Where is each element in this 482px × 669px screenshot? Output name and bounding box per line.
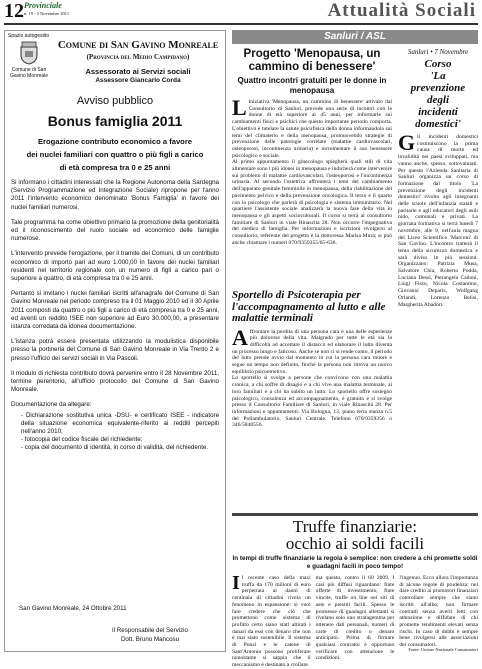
article-truffe — [232, 517, 479, 669]
title-line: incidenti — [418, 106, 458, 118]
article-paragraph: Lo sportello si svolge a persone che convivono con una malattia cronica, a chi soffre di disagio e a chi vive una malattia terminale, ai loro familiari e a chi ha subito un lutto. Lo sportello offre sostegno psicologico, consulenza ed accompagnamento, è gratuito e si svolge presso il Consultorio Familiare di Sanluri, in viale Rinascita 28. Per informazioni e appuntamenti: Via Bologna, 13, piano terra stanza n.5 del Poliambulatorio, Sanluri Centrale. Telefono 070/9359356 o 346/5840556. — [232, 375, 392, 429]
assessore: Assessore Giancarlo Corda — [95, 77, 181, 84]
newspaper-logo — [24, 2, 69, 18]
notice-paragraph: Tale programma ha come obiettivo primario la promozione della genitorialità ed il riconoscimento del ruolo sociale ed economico delle famiglie numerose. — [11, 218, 219, 243]
subtitle-line: dei nuclei familiari con quattro o più figli a carico — [26, 150, 204, 159]
drop-cap: G — [398, 130, 416, 155]
notice-paragraph: Si informano i cittadini interessati che la Regione Autonoma della Sardegna (Servizio Programmazione ed Integrazione Sociale) ripropone per l'anno 2011 l'intervento economico denominato 'Bonus Famiglia' in favore dei nuclei familiari numerosi. — [11, 179, 219, 211]
assessorato: Assessorato ai Servizi sociali — [85, 67, 191, 76]
article-text: l recente caso della maxi truffa da 170 milioni di euro perpetrata ai danni di centinaia di cittadini rivela un fenomeno in espansione: si vuol fare credere che ciò che promettono come sistema di profitto certo siano stati attirati i danari da essi con denaro che non è mai stato sostenibile. Il sistema di Ponzi e le catene di Sant'Antonio possono proliferare nonostante si sappia che il meccanismo è destinato a crollare. — [232, 575, 311, 669]
doc-heading: Documentazione da allegare: — [11, 401, 92, 409]
logo-issue: n. 19 - 5 Novembre 2011 — [24, 11, 70, 16]
header-divider — [4, 23, 478, 25]
space-label: Spazio autogestito — [8, 33, 50, 39]
article-paragraph: ma questo, contro il 60 2009. I casi più diffusi riguardano: finte offerte di investimento, finte vincite, truffe on line nei siti di aste e prestiti facili. Spesso le promesse di guadagni allettanti si rivelano solo uno stratagemma per ottenere dati personali, numeri di carte di credito o denaro anticipato. Prima di firmare qualsiasi contratto è opportuno verificare con attenzione le condizioni. — [315, 575, 395, 662]
logo-name: Provinciale — [24, 1, 62, 10]
article-byline: Sanluri • 7 Novembre — [407, 48, 469, 56]
doc-item-text: fotocopia del codice fiscale del richiedente; — [24, 436, 143, 444]
title-line: 'La — [430, 70, 446, 82]
section-title: Attualità Sociali — [327, 0, 476, 21]
signature-name: Dott. Bruno Mancosu — [120, 636, 180, 643]
notice-paragraph: Pertanto si invitano i nuclei familiari iscritti all'anagrafe del Comune di San Gavino Monreale nel periodo compreso tra il 01 Maggio 2010 ed il 30 Aprile 2011 composti da quattro o più figli a carico di età compresa tra 0 e 25 anni, ed aventi un reddito ISEE non superiore ad Euro 30.000,00, a presentare istanza corredata da idonea documentazione. — [11, 290, 219, 331]
title-line: Corso — [424, 58, 452, 70]
date-line: San Gavino Monreale, 24 Ottobre 2011 — [19, 605, 127, 612]
article-paragraph — [232, 95, 392, 159]
avviso-heading: Avviso pubblico — [76, 95, 154, 107]
notice-paragraph: L'istanza potrà essere presentata utilizzando la modulistica disponibile presso la portineria del Comune di San Gavino Monreale in Via Trento 2 e presso l'ufficio dei servizi sociali in Via Pascoli. — [11, 338, 219, 362]
article-body — [398, 130, 478, 434]
notice-subtitle — [9, 135, 221, 174]
article-subtitle: In tempi di truffe finanziarie la regola è semplice: non credere a chi promette soldi e guadagni facili in poco tempo! — [232, 555, 478, 570]
notice-paragraph: Il modulo di richiesta contributo dovrà pervenire entro il 28 Novembre 2011, termine perentorio, all'ufficio protocollo del Comune di San Gavino Monreale. — [11, 369, 219, 394]
municipal-crest-icon — [17, 41, 41, 65]
article-body — [232, 324, 392, 497]
article-paragraph — [232, 324, 392, 376]
page-number: 12 — [4, 0, 24, 22]
doc-item-text: Dichiarazione sostitutiva unica -DSU- e certificato ISEE - indicatore della situazione economica equivalente-riferito ai redditi percepiti nell'anno 2010; — [21, 411, 220, 436]
article-title: Progetto 'Menopausa, un cammino di benessere' — [243, 48, 381, 73]
article-title — [398, 58, 478, 130]
article-text: li incidenti domestici costituiscono la prima causa di morte ed invalidità nei paesi sviluppati, ma vanno anche, spesso, sottovalutati. Per questo l'Azienda Sanitaria di Sanluri organizza un corso di formazione dal titolo 'La prevenzione degli incidenti domestici' rivolto agli insegnanti delle scuole dell'infanzia statali e paritarie e agli educatori degli asili nido, comunali e privati. La giornata formativa si terrà lunedì 7 novembre, alle 9, nell'aula magna del Liceo Scientifico 'Marconi' di San Gavino. L'incontro tratterà il tema della sicurezza domestica e sarà diviso in più sessioni. Organizzano: Patrizia Musa, Salvatore Chia, Roberto Podda, Luciana Dessì, Pierangela Cadoni, Luigi Fisso, Nicola Costantino, Giovanni Deparis, Wolfgang Orlandi, Lorenzo Belisi, Margherita Abadori. — [398, 134, 478, 308]
article-menopausa — [232, 48, 392, 256]
drop-cap: L — [232, 95, 247, 120]
drop-cap: A — [232, 324, 248, 350]
signature-role: Il Responsabile del Servizio — [111, 627, 188, 634]
section-band: Sanluri / ASL — [232, 30, 478, 44]
bonus-title: Bonus famiglia 2011 — [47, 113, 183, 129]
doc-item: - Dichiarazione sostitutiva unica -DSU- e certificato ISEE - indicatore della situazione economica equivalente-riferito ai redditi percepiti nell'anno 2010; — [21, 411, 220, 436]
article-title: Sportello di Psicoterapia per l'accompagnamento al lutto e alle malattie terminali — [232, 289, 386, 324]
article-body — [232, 95, 392, 256]
article-paragraph — [398, 130, 478, 308]
article-column — [399, 575, 478, 647]
subtitle-line: Erogazione contributo economico a favore — [37, 137, 192, 146]
drop-cap: I — [232, 572, 240, 594]
headline-line: occhio ai soldi facili — [285, 534, 425, 553]
title-line: degli — [427, 94, 449, 106]
crest-caption: Comune di San Gavino Monreale — [9, 67, 49, 79]
notice-body — [11, 179, 219, 453]
article-subtitle: Quattro incontri gratuiti per le donne in menopausa — [237, 76, 387, 95]
article-corso — [398, 48, 478, 434]
title-line: prevenzione — [410, 82, 466, 94]
comune-title: Comune di San Gavino Monreale — [57, 39, 219, 51]
article-text: iniziativa 'Menopausa, un cammino di benessere' attivato dal Consultorio di Sanluri, prevede una serie di incontri con le donne di età superiore ai 45 anni, per informarle sui cambiamenti fisici e psichici che questo importante periodo comporta. L'obiettivo è tutelare la salute psicofisica della donna informandola sui temi del climaterio e della menopausa, promuovendo strategie di prevenzione delle patologie correlate (malattie cardiovascolari, osteoporosi, incontinenza urinaria) e incrementare il suo benessere psicologico e sociale. — [232, 99, 392, 159]
article-paragraph — [232, 572, 311, 669]
article-column — [315, 575, 395, 662]
article-sportello — [232, 290, 392, 497]
article-source: Fonte: Unione Nazionale Consumatori — [408, 647, 478, 652]
doc-item-text: copia del documento di identità, in corso di validità, del richiedente. — [24, 444, 209, 452]
notice-paragraph: L'intervento prevede l'erogazione, per il tramite dei Comuni, di un contributo economico di importo pari ad euro 1.000,00 in favore dei nuclei familiari residenti nel territorio regionale con un numero di figli a carico pari o superiore a quattro, di età compresa tra 0 e 25 anni. — [11, 250, 219, 283]
doc-item: - copia del documento di identità, in corso di validità, del richiedente. — [21, 444, 209, 452]
public-notice-box — [4, 30, 226, 652]
doc-item: - fotocopia del codice fiscale del richiedente; — [21, 436, 143, 444]
article-paragraph: Al primo appuntamento il ginecologo spiegherà quali stili di vita alimentare sono i più idonei in menopausa e indicherà come intervenire sui problemi di malattie cardiovascolari, l'osteoporosi e l'incontinenza urinaria. Al secondo l'ostetrica affronterà i temi del cambiamento dell'apparato genitale femminile in menopausa, della riabilitazione del pavimento pelvico e della prevenzione oncologica. Il terzo e il quarto con lo psicologo che parlerà di psicologia e sistema immunitario. Nel quartiere l'assistente sociale analizzerà la nuova fase della vita in menopausa e gli aspetti socioculturali. Il corso si terrà al consultorio familiare di Sanluri in viale Rinascita 28. Non occorre l'impegnativa del medico di famiglia. Per informazioni e iscrizioni rivolgersi al consultorio, referente del progetto è la dottoressa Marisa Mura; si può anche chiamare i numeri 070/9359355/65-636. — [232, 159, 392, 246]
provincia: (Provincia del Medio Campidano) — [86, 53, 190, 61]
article-text: ffrontare la perdita di una persona cara è una delle esperienze più dolorose della vita. Malgrado per tutte le età sia la difficoltà ad accettare il distacco ed elaborare il lutto diventa un processo lungo e faticoso. Anche se non ci si rende conto, il periodo del lutto prende avvio dal momento in cui la persona cara muore e segue un tempo non definito, finché la persona non ritrova un nuovo equilibrio psicoemotivo. — [232, 328, 392, 375]
article-paragraph: l'ingenuo. Ecco allora l'importanza di alcune regole di prudenza: nel dare credito ai promotori finanziari controllare sempre che siano iscritti all'albo, non firmare contratti senza averli letti con attenzione e diffidare di chi promette rendimenti elevati senza rischi. In caso di dubbi è sempre bene rivolgersi alle associazioni dei consumatori. — [399, 575, 479, 649]
article-divider — [232, 513, 478, 516]
title-line: domestici' — [415, 118, 461, 130]
subtitle-line: di età compresa tra 0 e 25 anni — [59, 163, 171, 172]
article-column — [232, 572, 311, 669]
headline-line: Truffe finanziarie: — [292, 517, 418, 536]
